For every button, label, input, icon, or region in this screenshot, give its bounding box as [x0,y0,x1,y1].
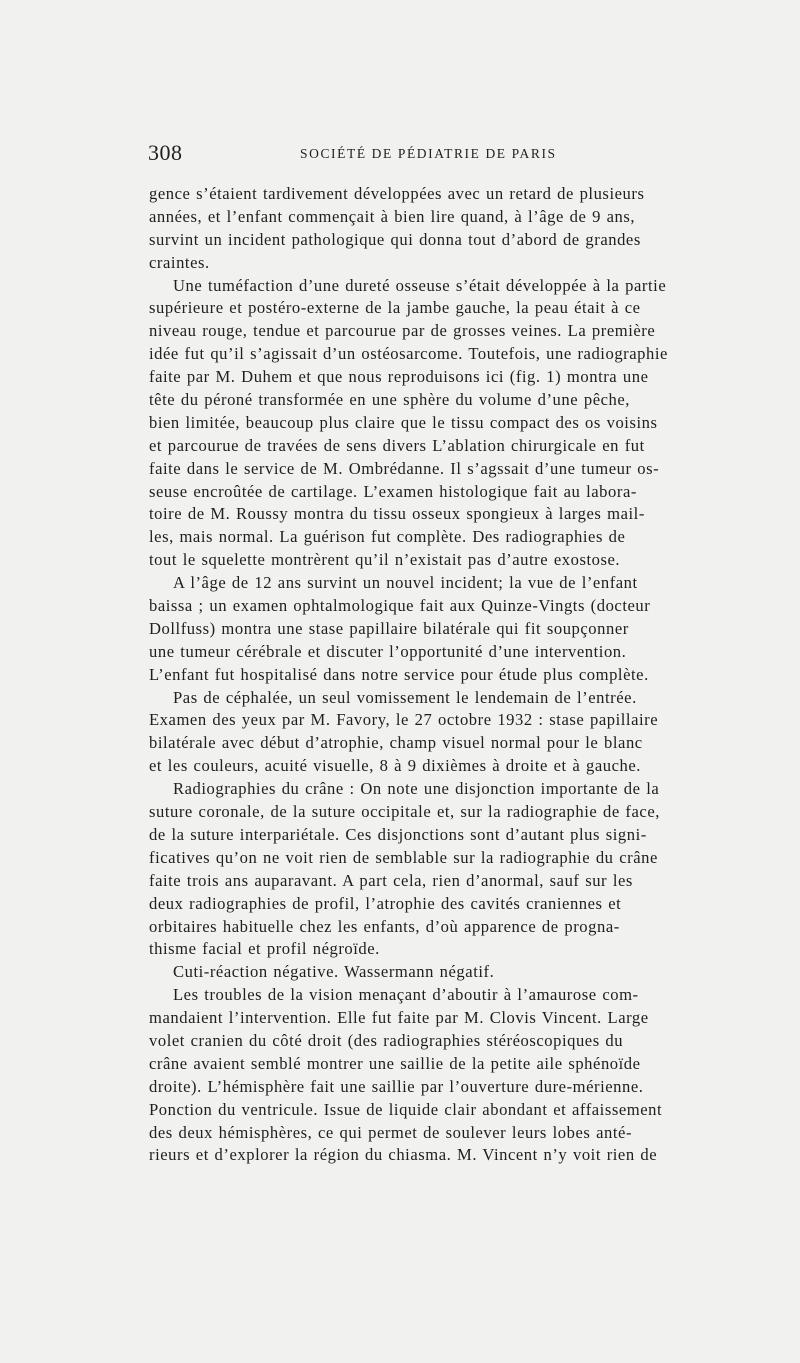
paragraph-start-line: Les troubles de la vision menaçant d’aboutir à l’amaurose com- [173,985,639,1005]
text-line: Ponction du ventricule. Issue de liquide clair abondant et affaissement [149,1099,663,1119]
text-line: années, et l’enfant commençait à bien lire quand, à l’âge de 9 ans, [149,206,636,226]
running-head: SOCIÉTÉ DE PÉDIATRIE DE PARIS [300,146,557,161]
text-line: idée fut qu’il s’agissait d’un ostéosarcome. Toutefois, une radiographie [149,344,668,364]
text-line: L’enfant fut hospitalisé dans notre service pour étude plus complète. [149,664,649,684]
paragraph-start-line: Radiographies du crâne : On note une disjonction importante de la [173,779,660,799]
text-line: survint un incident pathologique qui donna tout d’abord de grandes [149,229,641,249]
text-line: et parcourue de travées de sens divers L’ablation chirurgicale en fut [149,435,645,455]
text-line: tête du péroné transformée en une sphère du volume d’une pêche, [149,390,630,410]
text-line: ficatives qu’on ne voit rien de semblable sur la radiographie du crâne [149,847,658,867]
text-line: et les couleurs, acuité visuelle, 8 à 9 dixièmes à droite et à gauche. [149,756,641,776]
paragraph-start-line: Pas de céphalée, un seul vomissement le lendemain de l’entrée. [173,687,637,707]
text-line: des deux hémisphères, ce qui permet de soulever leurs lobes anté- [149,1122,633,1142]
text-line: niveau rouge, tendue et parcourue par de grosses veines. La première [149,321,656,341]
paragraph-start-line: Cuti-réaction négative. Wassermann négatif. [173,962,495,982]
paragraph-start-line: A l’âge de 12 ans survint un nouvel incident; la vue de l’enfant [173,573,638,593]
text-line: crâne avaient semblé montrer une saillie de la petite aile sphénoïde [149,1053,641,1073]
page-header [148,140,800,170]
text-line: droite). L’hémisphère fait une saillie par l’ouverture dure-mérienne. [149,1076,644,1096]
text-line: mandaient l’intervention. Elle fut faite par M. Clovis Vincent. Large [149,1008,649,1028]
text-line: deux radiographies de profil, l’atrophie des cavités craniennes et [149,893,622,913]
text-line: faite par M. Duhem et que nous reproduisons ici (fig. 1) montra une [149,367,649,387]
text-line: craintes. [149,252,210,272]
text-line: baissa ; un examen ophtalmologique fait aux Quinze-Vingts (docteur [149,596,651,616]
text-line: toire de M. Roussy montra du tissu osseux spongieux à larges mail- [149,504,645,524]
text-line: volet cranien du côté droit (des radiographies stéréoscopiques du [149,1030,624,1050]
text-line: orbitaires habituelle chez les enfants, d’où apparence de progna- [149,916,620,936]
text-line: bilatérale avec début d’atrophie, champ visuel normal pour le blanc [149,733,643,753]
text-line: rieurs et d’explorer la région du chiasma. M. Vincent n’y voit rien de [149,1145,658,1165]
text-line: bien limitée, beaucoup plus claire que le tissu compact des os voisins [149,412,658,432]
paragraph-start-line: Une tuméfaction d’une dureté osseuse s’était développée à la partie [173,275,667,295]
text-line: supérieure et postéro-externe de la jambe gauche, la peau était à ce [149,298,641,318]
text-line: seuse encroûtée de cartilage. L’examen histologique fait au labora- [149,481,637,501]
text-line: faite dans le service de M. Ombrédanne. Il s’agssait d’une tumeur os- [149,458,660,478]
text-line: tout le squelette montrèrent qu’il n’existait pas d’autre exostose. [149,550,621,570]
text-line: de la suture interpariétale. Ces disjonctions sont d’autant plus signi- [149,824,647,844]
text-line: suture coronale, de la suture occipitale et, sur la radiographie de face, [149,802,660,822]
text-line: les, mais normal. La guérison fut complète. Des radiographies de [149,527,626,547]
text-line: gence s’étaient tardivement développées avec un retard de plusieurs [149,184,645,203]
text-line: Examen des yeux par M. Favory, le 27 octobre 1932 : stase papillaire [149,710,659,730]
text-line: faite trois ans auparavant. A part cela, rien d’anormal, sauf sur les [149,870,633,890]
page-number: 308 [148,140,183,165]
text-line: Dollfuss) montra une stase papillaire bilatérale qui fit soupçonner [149,618,629,638]
body-text [149,183,800,1167]
text-line: une tumeur cérébrale et discuter l’opportunité d’une intervention. [149,641,627,661]
text-line: thisme facial et profil négroïde. [149,939,380,959]
